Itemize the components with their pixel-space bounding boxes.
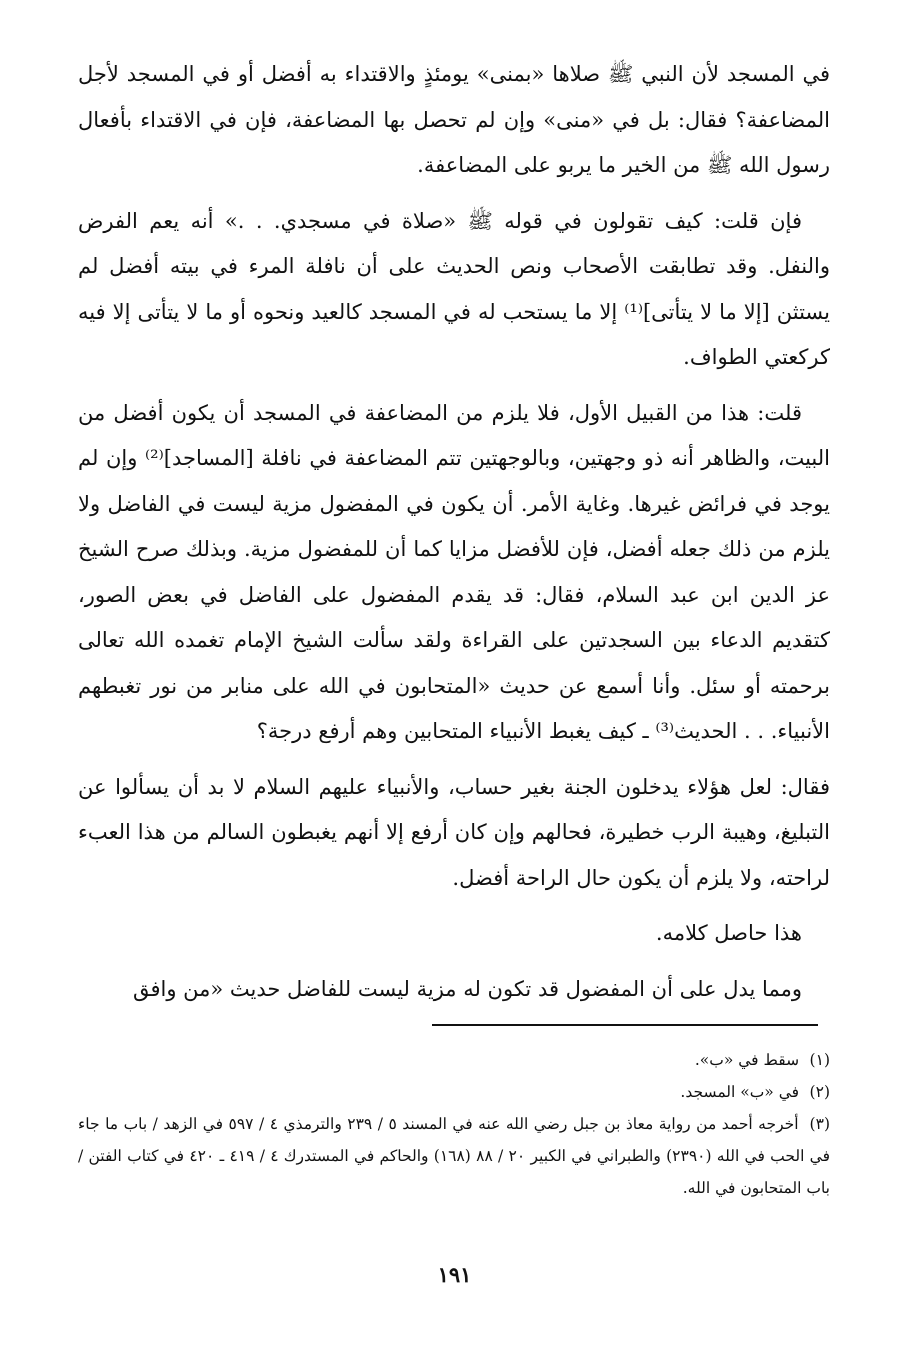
footnote-text: أخرجه أحمد من رواية معاذ بن جبل رضي الله عنه في المسند ٥ / ٢٣٩ والترمذي ٤ / ٥٩٧ في الزهد / باب ما جاء في الحب في الله (٢٣٩٠) والطبراني في الكبير ٢٠ / ٨٨ (١٦٨) والحاكم في المستدرك ٤ / ٤١٩ ـ ٤٢٠ في كتاب الفتن / باب المتحابون في الله. <box>78 1115 830 1197</box>
paragraph-6 <box>78 967 830 1013</box>
paragraph-1 <box>78 52 830 189</box>
paragraph-2 <box>78 199 830 381</box>
main-text <box>78 52 830 1012</box>
paragraph-5-text: هذا حاصل كلامه. <box>655 921 802 945</box>
footnote-text: في «ب» المسجد. <box>680 1083 800 1101</box>
paragraph-3 <box>78 391 830 755</box>
paragraph-2-text: فإن قلت: كيف تقولون في قوله ﷺ «صلاة في مسجدي. . .» أنه يعم الفرض والنفل. وقد تطابقت الأصحاب ونص الحديث على أن نافلة المرء في بيته أفضل لم يستثن [إلا ما لا يتأتى]⁽¹⁾ إلا ما يستحب له في المسجد كالعيد ونحوه أو ما لا يتأتى إلا فيه كركعتي الطواف. <box>78 208 830 369</box>
paragraph-1-text: في المسجد لأن النبي ﷺ صلاها «بمنى» يومئذٍ والاقتداء به أفضل أو في المسجد لأجل المضاعفة؟ فقال: بل في «منى» وإن لم تحصل بها المضاعفة، فإن في الاقتداء بأفعال رسول الله ﷺ من الخير ما يربو على المضاعفة. <box>78 62 830 177</box>
footnote-number: (٢) <box>809 1083 830 1101</box>
footnote-3 <box>78 1108 830 1204</box>
paragraph-4-text: فقال: لعل هؤلاء يدخلون الجنة بغير حساب، والأنبياء عليهم السلام لا بد أن يسألوا عن التبليغ، وهيبة الرب خطيرة، فحالهم وإن كان أرفع إلا أنهم يغبطون السالم من هذا العبء لراحته، ولا يلزم أن يكون حال الراحة أفضل. <box>78 774 830 890</box>
page-number: ١٩١ <box>437 1262 472 1287</box>
paragraph-6-text: ومما يدل على أن المفضول قد تكون له مزية ليست للفاضل حديث «من وافق <box>132 976 802 1001</box>
paragraph-3-text: قلت: هذا من القبيل الأول، فلا يلزم من المضاعفة في المسجد أن يكون أفضل من البيت، والظاهر أنه ذو وجهتين، وبالوجهتين تتم المضاعفة في نافلة [المساجد]⁽²⁾ وإن لم يوجد في فرائض غيرها. وغاية الأمر. أن يكون في المفضول مزية ليست في الفاضل ولا يلزم من ذلك جعله أفضل، فإن للأفضل مزايا كما أن للمفضول مزية. وبذلك صرح الشيخ عز الدين ابن عبد السلام، فقال: قد يقدم المفضول على الفاضل في بعض الصور، كتقديم الدعاء بين السجدتين على القراءة ولقد سألت الشيخ الإمام تغمده الله تعالى برحمته أو سئل. وأنا أسمع عن حديث «المتحابون في الله على منابر من نور تغبطهم الأنبياء. . . الحديث⁽³⁾ ـ كيف يغبط الأنبياء المتحابين وهم أرفع درجة؟ <box>78 400 831 743</box>
paragraph-5 <box>78 911 830 957</box>
footnote-number: (٣) <box>809 1115 830 1133</box>
footnote-number: (١) <box>809 1051 830 1069</box>
footnote-text: سقط في «ب». <box>694 1051 800 1069</box>
paragraph-4 <box>78 765 830 902</box>
footnote-2 <box>78 1076 830 1108</box>
footnote-divider <box>432 1024 818 1026</box>
footnotes <box>78 1044 830 1204</box>
footnote-1 <box>78 1044 830 1076</box>
